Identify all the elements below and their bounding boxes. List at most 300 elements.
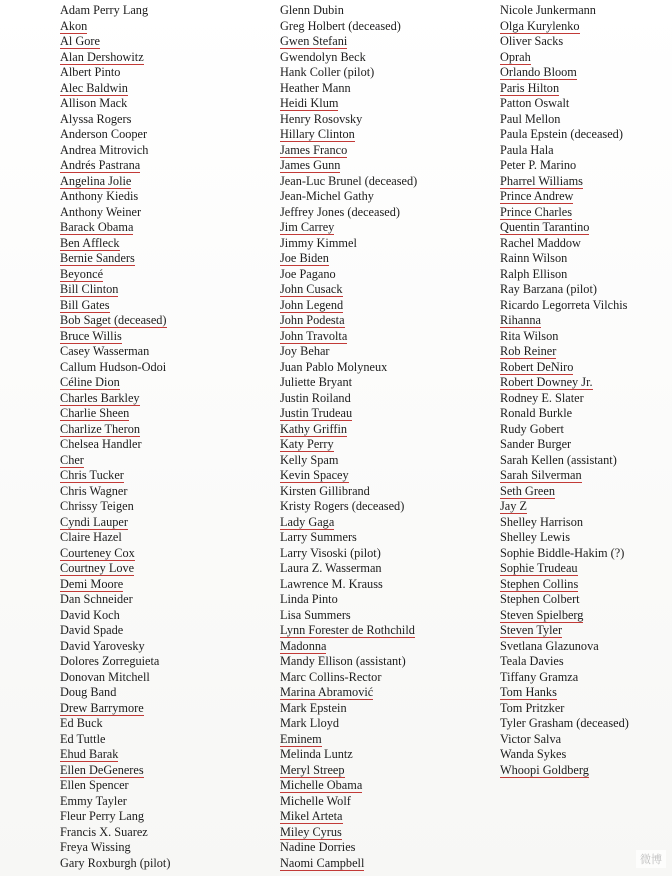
- name-entry: [500, 546, 672, 562]
- name-text: Donovan Mitchell: [60, 669, 150, 684]
- name-text: Tiffany Gramza: [500, 669, 579, 684]
- name-text: David Yarovesky: [60, 638, 145, 653]
- name-text: Drew Barrymore: [60, 700, 144, 715]
- name-entry: [500, 143, 672, 159]
- name-entry: [500, 732, 672, 748]
- name-text: Ronald Burkle: [500, 406, 573, 420]
- name-text: Cher: [60, 452, 84, 467]
- underlined-name-entry: [280, 778, 495, 794]
- underlined-name-entry: [280, 251, 495, 267]
- name-text: Mandy Ellison (assistant): [280, 654, 406, 668]
- underlined-name-entry: [280, 34, 495, 50]
- name-entry: [280, 840, 495, 856]
- name-entry: [60, 344, 275, 360]
- name-entry: [60, 127, 275, 143]
- name-text: Casey Wasserman: [60, 344, 150, 358]
- underlined-name-entry: [280, 809, 495, 825]
- name-text: Henry Rosovsky: [280, 111, 363, 126]
- name-text: Rita Wilson: [500, 328, 559, 343]
- underlined-name-entry: [280, 856, 495, 872]
- name-entry: [60, 654, 275, 670]
- name-text: Callum Hudson-Odoi: [60, 359, 167, 374]
- watermark: 微博: [636, 850, 666, 868]
- name-entry: [500, 716, 672, 732]
- name-text: Joe Biden: [280, 251, 329, 265]
- name-entry: [60, 530, 275, 546]
- underlined-name-entry: [60, 236, 275, 252]
- name-text: Paula Epstein (deceased): [500, 127, 623, 141]
- name-entry: [280, 174, 495, 190]
- name-text: Jeffrey Jones (deceased): [280, 204, 400, 219]
- name-text: Svetlana Glazunova: [500, 638, 599, 653]
- name-entry: [280, 716, 495, 732]
- name-text: Cyndi Lauper: [60, 514, 128, 529]
- name-text: Francis X. Suarez: [60, 824, 148, 839]
- name-text: Sophie Biddle-Hakim (?): [500, 545, 625, 560]
- underlined-name-entry: [500, 360, 672, 376]
- name-entry: [60, 608, 275, 624]
- underlined-name-entry: [60, 81, 275, 97]
- name-entry: [500, 251, 672, 267]
- name-text: Sarah Silverman: [500, 468, 582, 482]
- name-text: Anthony Kiedis: [60, 189, 139, 203]
- name-entry: [60, 592, 275, 608]
- name-text: David Koch: [60, 607, 120, 622]
- name-text: Teala Davies: [500, 654, 564, 668]
- name-column-2: [280, 3, 495, 871]
- name-text: John Travolta: [280, 328, 348, 343]
- name-text: Nadine Dorries: [280, 840, 356, 854]
- name-entry: [280, 375, 495, 391]
- underlined-name-entry: [500, 685, 672, 701]
- name-text: Charles Barkley: [60, 390, 140, 405]
- name-text: Tom Pritzker: [500, 700, 565, 715]
- name-text: Robert Downey Jr.: [500, 375, 593, 389]
- name-entry: [500, 298, 672, 314]
- name-text: Greg Holbert (deceased): [280, 18, 401, 33]
- name-text: Mark Epstein: [280, 700, 347, 715]
- name-entry: [500, 422, 672, 438]
- name-text: Shelley Harrison: [500, 514, 583, 529]
- name-text: Ellen Spencer: [60, 778, 129, 792]
- underlined-name-entry: [500, 65, 672, 81]
- name-text: Albert Pinto: [60, 65, 121, 79]
- name-entry: [500, 654, 672, 670]
- name-entry: [60, 143, 275, 159]
- underlined-name-entry: [60, 329, 275, 345]
- name-text: Heidi Klum: [280, 96, 339, 110]
- name-text: Steven Spielberg: [500, 607, 584, 622]
- name-entry: [280, 608, 495, 624]
- name-text: Freya Wissing: [60, 840, 131, 854]
- name-text: Linda Pinto: [280, 592, 338, 606]
- underlined-name-entry: [500, 189, 672, 205]
- name-entry: [280, 546, 495, 562]
- name-text: Beyoncé: [60, 266, 104, 281]
- name-text: Ed Tuttle: [60, 731, 106, 746]
- name-text: Ricardo Legorreta Vilchis: [500, 297, 628, 312]
- name-entry: [60, 112, 275, 128]
- name-entry: [500, 530, 672, 546]
- name-entry: [280, 189, 495, 205]
- name-entry: [280, 484, 495, 500]
- name-text: Ehud Barak: [60, 747, 119, 761]
- name-text: Demi Moore: [60, 576, 124, 591]
- underlined-name-entry: [280, 220, 495, 236]
- underlined-name-entry: [60, 158, 275, 174]
- name-entry: [280, 360, 495, 376]
- name-text: Prince Charles: [500, 204, 573, 219]
- name-text: Meryl Streep: [280, 762, 345, 777]
- name-entry: [60, 205, 275, 221]
- underlined-name-entry: [60, 468, 275, 484]
- name-entry: [60, 840, 275, 856]
- underlined-name-entry: [280, 515, 495, 531]
- name-text: Mikel Arteta: [280, 809, 343, 823]
- underlined-name-entry: [500, 205, 672, 221]
- name-entry: [500, 267, 672, 283]
- name-text: Gwen Stefani: [280, 34, 348, 48]
- name-text: Bernie Sanders: [60, 251, 135, 265]
- underlined-name-entry: [280, 468, 495, 484]
- underlined-name-entry: [500, 220, 672, 236]
- name-entry: [280, 205, 495, 221]
- name-text: Doug Band: [60, 685, 117, 699]
- name-text: David Spade: [60, 623, 124, 637]
- name-text: Céline Dion: [60, 375, 120, 389]
- underlined-name-entry: [280, 732, 495, 748]
- underlined-name-entry: [60, 406, 275, 422]
- name-entry: [500, 701, 672, 717]
- name-entry: [280, 267, 495, 283]
- name-text: Charlize Theron: [60, 421, 141, 436]
- underlined-name-entry: [280, 313, 495, 329]
- name-text: Bruce Willis: [60, 328, 122, 343]
- name-entry: [280, 701, 495, 717]
- underlined-name-entry: [280, 143, 495, 159]
- underlined-name-entry: [60, 375, 275, 391]
- underlined-name-entry: [280, 329, 495, 345]
- name-text: Orlando Bloom: [500, 65, 577, 79]
- name-text: Gary Roxburgh (pilot): [60, 855, 171, 870]
- name-text: Ed Buck: [60, 716, 103, 730]
- name-text: Kirsten Gillibrand: [280, 483, 370, 498]
- underlined-name-entry: [280, 825, 495, 841]
- name-text: Lynn Forester de Rothchild: [280, 623, 415, 637]
- name-text: Bob Saget (deceased): [60, 313, 167, 327]
- name-entry: [500, 406, 672, 422]
- name-text: Michelle Wolf: [280, 793, 351, 808]
- name-entry: [500, 127, 672, 143]
- name-text: Lisa Summers: [280, 607, 351, 622]
- name-text: Chelsea Handler: [60, 437, 142, 451]
- name-text: Jim Carrey: [280, 220, 335, 234]
- name-text: Laura Z. Wasserman: [280, 561, 382, 575]
- name-entry: [60, 794, 275, 810]
- name-entry: [280, 81, 495, 97]
- name-text: Ray Barzana (pilot): [500, 282, 597, 296]
- name-text: Michelle Obama: [280, 778, 363, 792]
- name-text: Rihanna: [500, 313, 541, 327]
- name-text: Chrissy Teigen: [60, 499, 134, 513]
- name-text: Al Gore: [60, 34, 100, 48]
- name-text: Seth Green: [500, 483, 555, 498]
- name-text: Oprah: [500, 49, 531, 64]
- name-text: Miley Cyrus: [280, 824, 342, 839]
- underlined-name-entry: [60, 577, 275, 593]
- name-entry: [280, 794, 495, 810]
- name-entry: [60, 499, 275, 515]
- name-entry: [60, 685, 275, 701]
- name-text: Courtney Love: [60, 561, 135, 575]
- name-entry: [60, 360, 275, 376]
- name-text: Kathy Griffin: [280, 421, 348, 436]
- name-text: Angelina Jolie: [60, 173, 132, 188]
- name-text: Robert DeNiro: [500, 359, 574, 374]
- name-text: Akon: [60, 18, 88, 33]
- name-text: Paul Mellon: [500, 111, 561, 126]
- underlined-name-entry: [60, 313, 275, 329]
- name-text: Courteney Cox: [60, 545, 135, 560]
- name-entry: [500, 391, 672, 407]
- name-text: Ben Affleck: [60, 235, 120, 250]
- underlined-name-entry: [280, 639, 495, 655]
- name-text: Alyssa Rogers: [60, 111, 132, 126]
- name-text: James Franco: [280, 142, 348, 157]
- name-entry: [60, 3, 275, 19]
- underlined-name-entry: [280, 96, 495, 112]
- name-text: Tyler Grasham (deceased): [500, 716, 629, 730]
- name-text: Ellen DeGeneres: [60, 762, 144, 777]
- name-entry: [500, 592, 672, 608]
- name-entry: [500, 112, 672, 128]
- underlined-name-entry: [500, 608, 672, 624]
- name-text: Bill Gates: [60, 297, 110, 312]
- name-entry: [280, 391, 495, 407]
- name-text: Melinda Luntz: [280, 747, 353, 761]
- underlined-name-entry: [500, 623, 672, 639]
- name-text: Chris Wagner: [60, 483, 128, 498]
- name-text: Gwendolyn Beck: [280, 49, 366, 64]
- name-text: Rudy Gobert: [500, 421, 564, 436]
- name-text: Alec Baldwin: [60, 80, 128, 95]
- name-text: Jean-Luc Brunel (deceased): [280, 173, 418, 188]
- name-text: Dolores Zorreguieta: [60, 654, 160, 668]
- underlined-name-entry: [280, 685, 495, 701]
- underlined-name-entry: [60, 546, 275, 562]
- name-text: Oliver Sacks: [500, 34, 564, 48]
- name-entry: [280, 112, 495, 128]
- underlined-name-entry: [60, 391, 275, 407]
- name-text: Andrés Pastrana: [60, 158, 141, 172]
- underlined-name-entry: [60, 747, 275, 763]
- name-text: Lady Gaga: [280, 514, 335, 529]
- name-text: Tom Hanks: [500, 685, 557, 699]
- name-text: Lawrence M. Krauss: [280, 576, 383, 591]
- underlined-name-entry: [500, 375, 672, 391]
- underlined-name-entry: [60, 282, 275, 298]
- underlined-name-entry: [280, 158, 495, 174]
- name-entry: [60, 670, 275, 686]
- name-text: Barack Obama: [60, 220, 134, 234]
- name-text: Quentin Tarantino: [500, 220, 590, 234]
- underlined-name-entry: [60, 298, 275, 314]
- name-text: Eminem: [280, 731, 322, 746]
- name-text: James Gunn: [280, 158, 341, 172]
- name-entry: [60, 623, 275, 639]
- name-text: Chris Tucker: [60, 468, 124, 482]
- name-text: Whoopi Goldberg: [500, 762, 589, 777]
- underlined-name-entry: [280, 623, 495, 639]
- name-entry: [500, 96, 672, 112]
- name-text: Bill Clinton: [60, 282, 119, 296]
- name-text: Larry Summers: [280, 530, 357, 544]
- underlined-name-entry: [500, 313, 672, 329]
- name-text: Paula Hala: [500, 142, 554, 157]
- name-entry: [280, 19, 495, 35]
- name-text: Rainn Wilson: [500, 251, 568, 265]
- name-text: Sander Burger: [500, 437, 572, 451]
- name-entry: [500, 670, 672, 686]
- underlined-name-entry: [60, 453, 275, 469]
- name-text: Nicole Junkermann: [500, 3, 596, 17]
- name-entry: [60, 189, 275, 205]
- underlined-name-entry: [60, 34, 275, 50]
- underlined-name-entry: [60, 763, 275, 779]
- name-text: Marc Collins-Rector: [280, 669, 382, 684]
- name-text: Alan Dershowitz: [60, 49, 144, 64]
- name-text: Anderson Cooper: [60, 127, 148, 141]
- name-text: Olga Kurylenko: [500, 18, 580, 33]
- underlined-name-entry: [280, 422, 495, 438]
- name-entry: [500, 515, 672, 531]
- name-text: Joy Behar: [280, 344, 330, 358]
- name-entry: [280, 50, 495, 66]
- name-entry: [280, 592, 495, 608]
- name-text: Glenn Dubin: [280, 3, 344, 17]
- name-entry: [280, 530, 495, 546]
- name-text: Juliette Bryant: [280, 375, 353, 389]
- name-text: Katy Perry: [280, 437, 334, 451]
- name-text: Adam Perry Lang: [60, 3, 149, 17]
- name-text: Andrea Mitrovich: [60, 142, 149, 157]
- name-text: Sophie Trudeau: [500, 561, 578, 575]
- name-text: Hillary Clinton: [280, 127, 355, 141]
- name-entry: [60, 484, 275, 500]
- name-text: Larry Visoski (pilot): [280, 545, 381, 560]
- underlined-name-entry: [500, 577, 672, 593]
- underlined-name-entry: [60, 220, 275, 236]
- name-entry: [60, 437, 275, 453]
- name-text: Rob Reiner: [500, 344, 557, 358]
- name-text: Jean-Michel Gathy: [280, 189, 374, 203]
- underlined-name-entry: [280, 763, 495, 779]
- name-entry: [500, 282, 672, 298]
- name-text: Stephen Colbert: [500, 592, 580, 606]
- name-text: Claire Hazel: [60, 530, 122, 544]
- name-entry: [60, 825, 275, 841]
- name-text: Allison Mack: [60, 96, 128, 110]
- name-entry: [60, 856, 275, 872]
- underlined-name-entry: [60, 50, 275, 66]
- underlined-name-entry: [280, 406, 495, 422]
- name-text: Justin Roiland: [280, 390, 351, 405]
- name-entry: [500, 453, 672, 469]
- name-text: Anthony Weiner: [60, 204, 142, 219]
- name-entry: [280, 577, 495, 593]
- name-entry: [500, 34, 672, 50]
- underlined-name-entry: [500, 174, 672, 190]
- name-entry: [60, 778, 275, 794]
- underlined-name-entry: [60, 701, 275, 717]
- name-entry: [280, 747, 495, 763]
- name-text: Wanda Sykes: [500, 747, 567, 761]
- underlined-name-entry: [280, 298, 495, 314]
- name-text: Fleur Perry Lang: [60, 809, 145, 823]
- name-text: Kelly Spam: [280, 452, 339, 467]
- name-text: John Podesta: [280, 313, 345, 327]
- name-text: Rachel Maddow: [500, 235, 581, 250]
- name-text: Juan Pablo Molyneux: [280, 359, 388, 374]
- name-text: Rodney E. Slater: [500, 390, 584, 405]
- name-entry: [60, 809, 275, 825]
- name-text: Sarah Kellen (assistant): [500, 452, 617, 467]
- name-entry: [500, 437, 672, 453]
- underlined-name-entry: [500, 499, 672, 515]
- name-column-3: [500, 3, 672, 778]
- name-text: Paris Hilton: [500, 80, 560, 95]
- underlined-name-entry: [60, 267, 275, 283]
- name-text: Peter P. Marino: [500, 158, 577, 172]
- name-text: Shelley Lewis: [500, 530, 571, 544]
- name-text: Victor Salva: [500, 731, 562, 746]
- underlined-name-entry: [60, 515, 275, 531]
- underlined-name-entry: [500, 763, 672, 779]
- underlined-name-entry: [60, 561, 275, 577]
- underlined-name-entry: [500, 561, 672, 577]
- name-text: Jimmy Kimmel: [280, 235, 357, 250]
- name-text: Hank Coller (pilot): [280, 65, 375, 79]
- name-text: Patton Oswalt: [500, 96, 570, 110]
- underlined-name-entry: [500, 50, 672, 66]
- name-text: Ralph Ellison: [500, 266, 568, 281]
- name-entry: [280, 654, 495, 670]
- name-text: Marina Abramović: [280, 685, 374, 699]
- name-text: Charlie Sheen: [60, 406, 130, 420]
- name-entry: [280, 344, 495, 360]
- name-entry: [500, 3, 672, 19]
- underlined-name-entry: [60, 174, 275, 190]
- underlined-name-entry: [500, 484, 672, 500]
- name-text: Naomi Campbell: [280, 855, 365, 870]
- name-entry: [60, 96, 275, 112]
- name-entry: [500, 639, 672, 655]
- underlined-name-entry: [280, 437, 495, 453]
- name-text: John Legend: [280, 297, 344, 312]
- name-entry: [500, 747, 672, 763]
- name-text: Stephen Collins: [500, 576, 579, 591]
- underlined-name-entry: [60, 251, 275, 267]
- name-entry: [500, 329, 672, 345]
- underlined-name-entry: [60, 19, 275, 35]
- name-entry: [60, 639, 275, 655]
- name-entry: [280, 65, 495, 81]
- name-column-1: [60, 3, 275, 871]
- name-entry: [500, 158, 672, 174]
- underlined-name-entry: [500, 468, 672, 484]
- name-entry: [280, 561, 495, 577]
- name-text: Kristy Rogers (deceased): [280, 499, 405, 513]
